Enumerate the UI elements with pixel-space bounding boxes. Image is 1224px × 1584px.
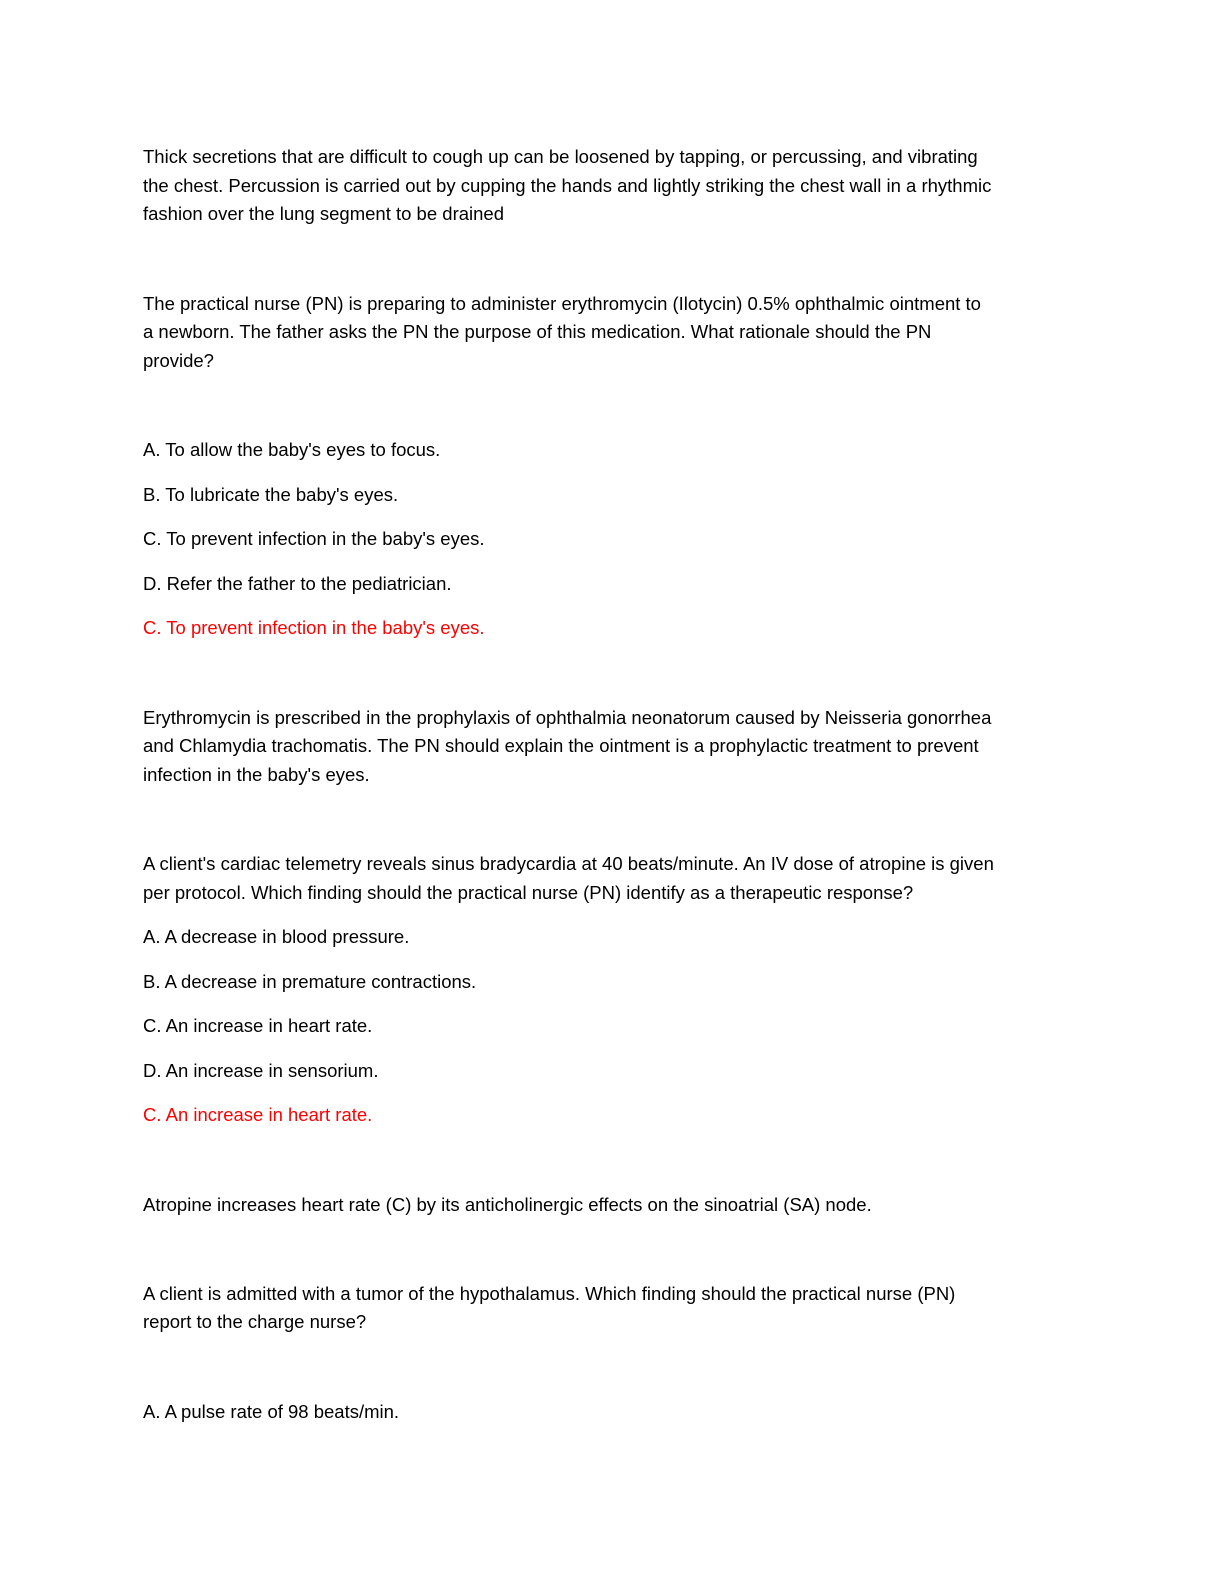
option-b: B. To lubricate the baby's eyes.: [143, 484, 399, 505]
option-a: A. A pulse rate of 98 beats/min.: [143, 1401, 400, 1422]
correct-answer: C. An increase in heart rate.: [143, 1104, 373, 1125]
question-line: The practical nurse (PN) is preparing to administer erythromycin (Ilotycin) 0.5% ophthalmic ointment to: [143, 293, 981, 314]
option-c: C. To prevent infection in the baby's eyes.: [143, 528, 485, 549]
rationale-line: infection in the baby's eyes.: [143, 764, 370, 785]
rationale-line: Erythromycin is prescribed in the prophylaxis of ophthalmia neonatorum caused by Neisseria gonorrhea: [143, 707, 992, 728]
option-b: B. A decrease in premature contractions.: [143, 971, 477, 992]
question-line: a newborn. The father asks the PN the purpose of this medication. What rationale should the PN: [143, 321, 932, 342]
rationale-line: Thick secretions that are difficult to cough up can be loosened by tapping, or percussing, and vibrating: [143, 146, 978, 167]
option-a: A. A decrease in blood pressure.: [143, 926, 410, 947]
rationale-line: fashion over the lung segment to be drained: [143, 203, 504, 224]
question-line: provide?: [143, 350, 214, 371]
question-line: A client is admitted with a tumor of the hypothalamus. Which finding should the practical nurse (PN): [143, 1283, 956, 1304]
rationale-line: the chest. Percussion is carried out by cupping the hands and lightly striking the chest wall in a rhythmic: [143, 175, 992, 196]
rationale-line: and Chlamydia trachomatis. The PN should explain the ointment is a prophylactic treatment to prevent: [143, 735, 979, 756]
question-line: report to the charge nurse?: [143, 1311, 367, 1332]
option-d: D. An increase in sensorium.: [143, 1060, 379, 1081]
rationale-line: Atropine increases heart rate (C) by its anticholinergic effects on the sinoatrial (SA) node.: [143, 1194, 872, 1215]
question-line: per protocol. Which finding should the practical nurse (PN) identify as a therapeutic response?: [143, 882, 914, 903]
correct-answer: C. To prevent infection in the baby's eyes.: [143, 617, 485, 638]
question-line: A client's cardiac telemetry reveals sinus bradycardia at 40 beats/minute. An IV dose of atropine is given: [143, 853, 994, 874]
option-a: A. To allow the baby's eyes to focus.: [143, 439, 441, 460]
option-d: D. Refer the father to the pediatrician.: [143, 573, 452, 594]
option-c: C. An increase in heart rate.: [143, 1015, 373, 1036]
